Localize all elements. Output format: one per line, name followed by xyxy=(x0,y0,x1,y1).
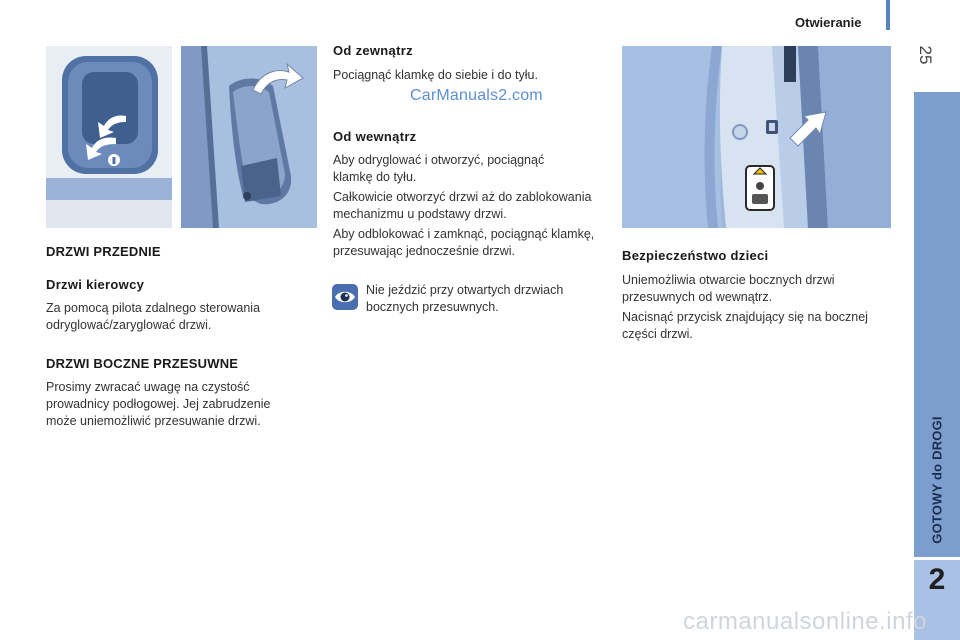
page-number: 25 xyxy=(916,45,935,65)
remote-key-illustration xyxy=(46,46,172,228)
inside-heading: Od wewnątrz xyxy=(333,129,417,144)
chapter-number: 2 xyxy=(928,563,946,596)
child-safety-heading: Bezpieczeństwo dzieci xyxy=(622,248,769,263)
footer-watermark: carmanualsonline.info xyxy=(683,608,927,635)
outside-text: Pociągnąć klamkę do siebie i do tyłu. xyxy=(333,68,538,82)
chapter-label: GOTOWY do DROGI xyxy=(929,416,945,544)
front-doors-heading: DRZWI PRZEDNIE xyxy=(46,244,161,259)
sliding-doors-heading: DRZWI BOCZNE PRZESUWNE xyxy=(46,356,239,371)
outside-heading: Od zewnątrz xyxy=(333,43,413,58)
warning-note: Nie jeździć przy otwartych drzwiach bocznych przesuwnych. xyxy=(366,283,564,314)
section-title: Otwieranie xyxy=(795,15,862,30)
eye-icon xyxy=(332,284,358,310)
child-safety-text: Uniemożliwia otwarcie bocznych drzwi przesuwnych od wewnątrz. Nacisnąć przycisk znajdujący się na bocznej części drzwi. xyxy=(622,273,868,341)
sliding-doors-text: Prosimy zwracać uwagę na czystość prowadnicy podłogowej. Jej zabrudzenie może uniemożliwić przesuwanie drzwi. xyxy=(46,380,271,428)
site-watermark: CarManuals2.com xyxy=(410,87,543,104)
outside-handle-illustration xyxy=(181,46,317,228)
driver-door-text: Za pomocą pilota zdalnego sterowania odryglować/zaryglować drzwi. xyxy=(46,301,261,332)
driver-door-heading: Drzwi kierowcy xyxy=(46,277,145,292)
inside-text: Aby odryglować i otworzyć, pociągnąć klamkę do tyłu. Całkowicie otworzyć drzwi aż do zablokowania mechanizmu u podstawy drzwi. Aby odblokować i zamknąć, pociągnąć klamkę, przesuwając jednocześnie drzwi. xyxy=(333,153,595,258)
header-accent-rule xyxy=(886,0,890,30)
child-lock-illustration xyxy=(622,46,891,228)
